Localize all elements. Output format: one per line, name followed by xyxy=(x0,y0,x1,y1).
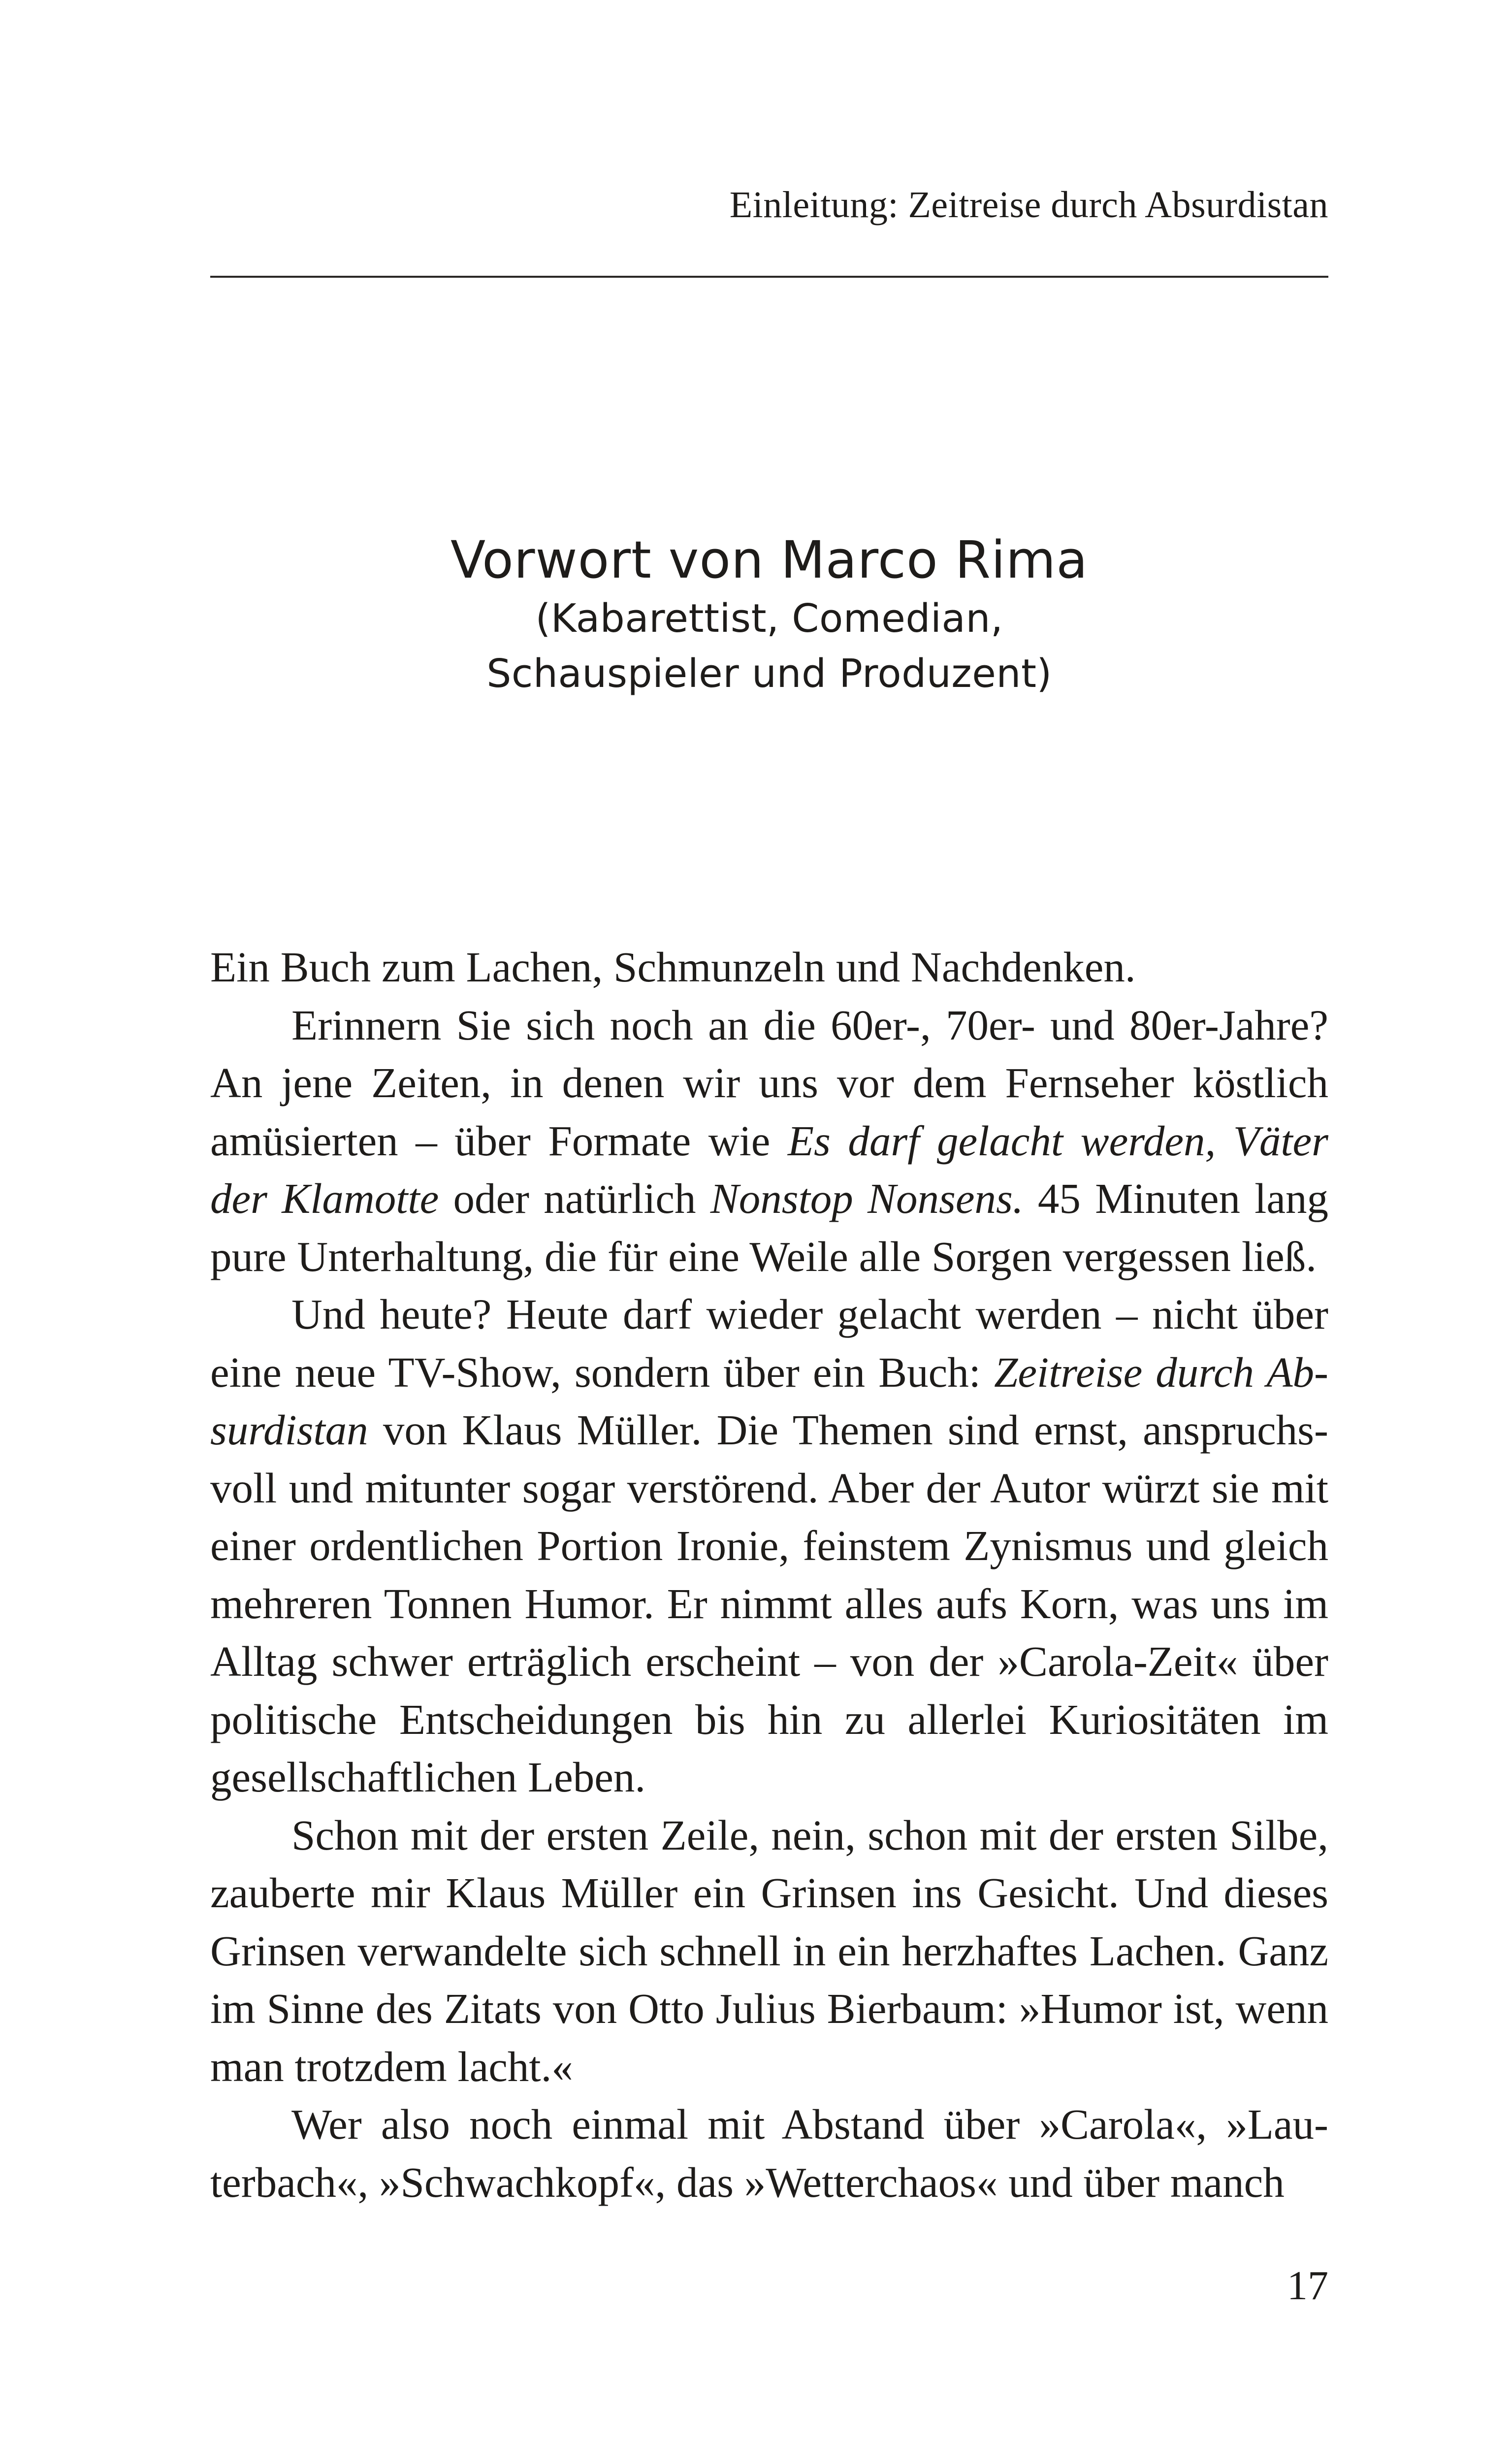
header-divider xyxy=(210,276,1328,278)
paragraph-3 xyxy=(210,1285,1328,1806)
chapter-title-block xyxy=(210,529,1328,701)
chapter-title: Vorwort von Marco Rima xyxy=(450,530,1088,590)
paragraph-2-text-b: oder natürlich xyxy=(439,1174,710,1222)
book-title: Zeitreise durch Absurdistan xyxy=(210,1348,1328,1454)
chapter-subtitle-line-2: Schauspieler und Produzent) xyxy=(486,651,1052,696)
paragraph-3-text-b: von Klaus Müller. Die Themen sind ernst, anspruchsvoll und mitunter sogar verstörend. Aber der Autor würzt sie mit einer ordentlichen Portion Ironie, feinstem Zynismus und gleich mehreren Tonnen Humor. Er nimmt alles aufs Korn, was uns im Alltag schwer erträglich erscheint – von der »Carola-Zeit« über politische Entscheidungen bis hin zu allerlei Kuriositäten im gesellschaftlichen Leben. xyxy=(210,1406,1328,1801)
paragraph-2 xyxy=(210,996,1328,1286)
tv-show-titles: Es darf gelacht werden, Väter der Klamotte xyxy=(210,1116,1328,1222)
paragraph-3-text-a: Und heute? Heute darf wieder gelacht werden – nicht über eine neue TV-Show, sondern über ein Buch: xyxy=(210,1290,1328,1396)
page-number: 17 xyxy=(1287,2263,1328,2309)
tv-show-title-nonstop: Nonstop Nonsens. xyxy=(710,1174,1024,1222)
paragraph-2-text-c: 45 Minuten lang pure Unterhaltung, die für eine Weile alle Sorgen vergessen ließ. xyxy=(210,1174,1328,1280)
paragraph-4: Schon mit der ersten Zeile, nein, schon mit der ersten Silbe, zauberte mir Klaus Müller ein Grinsen ins Gesicht. Und dieses Grinsen verwandelte sich schnell in ein herzhaftes Lachen. Ganz im Sinne des Zitats von Otto Julius Bierbaum: »Humor ist, wenn man trotzdem lacht.« xyxy=(210,1811,1328,2090)
running-head-title: Einleitung: Zeitreise durch Absurdistan xyxy=(729,184,1328,226)
paragraph-2-text-a: Erinnern Sie sich noch an die 60er-, 70er- und 80er-Jahre? An jene Zeiten, in denen wir uns vor dem Fernseher köstlich amüsierten – über Formate wie xyxy=(210,1001,1328,1165)
paragraph-5: Wer also noch einmal mit Abstand über »Carola«, »Lauterbach«, »Schwachkopf«, das »Wetterchaos« und über manch xyxy=(210,2100,1328,2206)
body-text xyxy=(210,938,1328,2211)
paragraph-1: Ein Buch zum Lachen, Schmunzeln und Nachdenken. xyxy=(210,943,1136,991)
chapter-subtitle-line-1: (Kabarettist, Comedian, xyxy=(535,595,1003,641)
